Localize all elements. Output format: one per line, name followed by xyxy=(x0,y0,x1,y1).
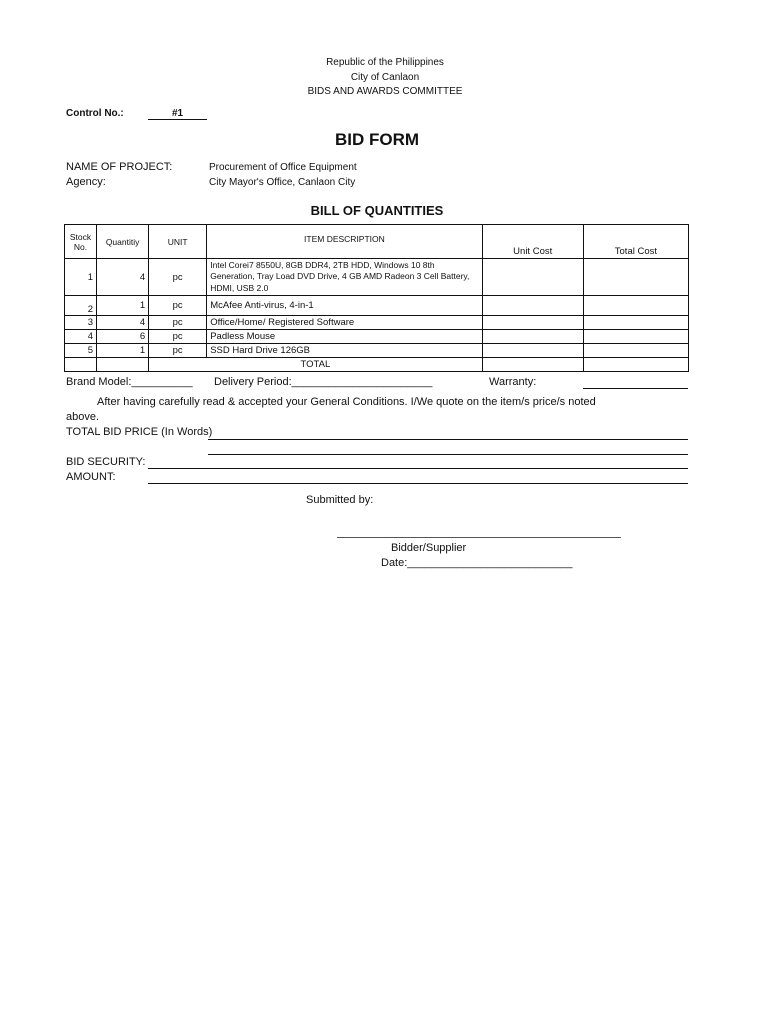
total-cost-cell xyxy=(583,259,688,296)
statement-line2: above. xyxy=(66,411,100,423)
unit-cell: pc xyxy=(149,344,207,358)
header-total-cost: Total Cost xyxy=(583,225,688,259)
table-header-row xyxy=(65,225,689,259)
unit-cell: pc xyxy=(149,259,207,296)
warranty-label: Warranty: xyxy=(489,376,537,388)
description-cell: Office/Home/ Registered Software xyxy=(207,316,482,330)
total-cost-cell xyxy=(583,316,688,330)
quantity-cell: 1 xyxy=(97,296,149,316)
header-city: City of Canlaon xyxy=(350,72,420,83)
total-cost-cell xyxy=(583,330,688,344)
table-row xyxy=(65,316,689,330)
unit-cost-cell xyxy=(482,344,583,358)
project-name-label: NAME OF PROJECT: xyxy=(66,161,173,173)
empty-cell xyxy=(65,358,97,372)
quantity-cell: 1 xyxy=(97,344,149,358)
table-total-row xyxy=(65,358,689,372)
unit-cost-cell xyxy=(482,259,583,296)
bid-security-line xyxy=(148,468,688,469)
stock-no-cell: 1 xyxy=(65,259,97,296)
statement-line1: After having carefully read & accepted your General Conditions. I/We quote on the item/s price/s noted xyxy=(97,396,596,408)
signature-line xyxy=(337,537,621,538)
grand-total-cell xyxy=(583,358,688,372)
description-cell: Padless Mouse xyxy=(207,330,482,344)
total-unit-cost-cell xyxy=(482,358,583,372)
unit-cell: pc xyxy=(149,316,207,330)
bid-security-label: BID SECURITY: xyxy=(66,456,146,468)
header-quantity: Quantitiy xyxy=(97,225,149,259)
total-cost-cell xyxy=(583,344,688,358)
stock-no-cell: 2 xyxy=(65,296,97,316)
unit-cost-cell xyxy=(482,296,583,316)
submitted-by-label: Submitted by: xyxy=(306,494,374,506)
agency-value: City Mayor's Office, Canlaon City xyxy=(209,177,356,188)
quantity-cell: 6 xyxy=(97,330,149,344)
control-no-value: #1 xyxy=(148,108,207,120)
amount-line xyxy=(148,483,688,484)
description-cell: SSD Hard Drive 126GB xyxy=(207,344,482,358)
unit-cell: pc xyxy=(149,296,207,316)
table-row xyxy=(65,259,689,296)
table-row xyxy=(65,344,689,358)
quantity-cell: 4 xyxy=(97,316,149,330)
empty-cell xyxy=(97,358,149,372)
stock-no-cell: 5 xyxy=(65,344,97,358)
unit-cost-cell xyxy=(482,330,583,344)
description-cell: Intel Corei7 8550U, 8GB DDR4, 2TB HDD, Windows 10 8th Generation, Tray Load DVD Drive, 4 GB AMD Radeon 3 Cell Battery, HDMI, USB 2.0 xyxy=(207,259,482,296)
bidder-supplier-label: Bidder/Supplier xyxy=(391,542,467,554)
header-republic: Republic of the Philippines xyxy=(326,57,444,68)
date-field: Date:___________________________ xyxy=(381,557,573,569)
table-row xyxy=(65,296,689,316)
table-row xyxy=(65,330,689,344)
total-bid-price-label: TOTAL BID PRICE (In Words) xyxy=(66,426,213,438)
header-stock-no: Stock No. xyxy=(65,225,97,259)
description-cell: McAfee Anti-virus, 4-in-1 xyxy=(207,296,482,316)
total-bid-price-line-2 xyxy=(208,454,688,455)
stock-no-cell: 3 xyxy=(65,316,97,330)
project-name-value: Procurement of Office Equipment xyxy=(209,162,357,173)
delivery-period-field: Delivery Period:_______________________ xyxy=(214,376,433,388)
brand-model-field: Brand Model:__________ xyxy=(66,376,193,388)
header-unit-cost: Unit Cost xyxy=(482,225,583,259)
header-unit: UNIT xyxy=(149,225,207,259)
bill-of-quantities-table xyxy=(64,224,689,372)
total-cost-cell xyxy=(583,296,688,316)
header-committee: BIDS AND AWARDS COMMITTEE xyxy=(307,86,463,97)
page-title: BID FORM xyxy=(334,130,420,149)
control-no-label: Control No.: xyxy=(66,108,124,119)
header-item-description: ITEM DESCRIPTION xyxy=(207,225,482,259)
unit-cell: pc xyxy=(149,330,207,344)
amount-label: AMOUNT: xyxy=(66,471,116,483)
unit-cost-cell xyxy=(482,316,583,330)
quantity-cell: 4 xyxy=(97,259,149,296)
stock-no-cell: 4 xyxy=(65,330,97,344)
boq-title: BILL OF QUANTITIES xyxy=(310,203,444,218)
warranty-line xyxy=(583,388,688,389)
total-bid-price-line xyxy=(208,439,688,440)
agency-label: Agency: xyxy=(66,176,106,188)
total-label: TOTAL xyxy=(149,358,483,372)
